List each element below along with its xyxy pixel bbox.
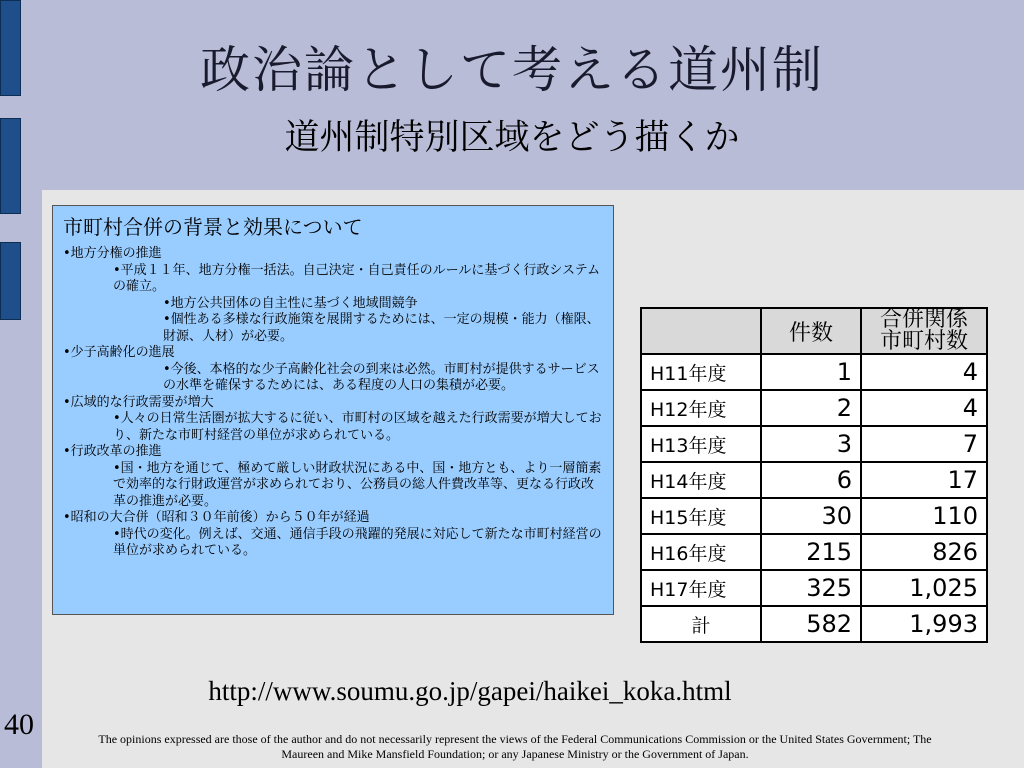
side-decoration-bar [0,242,21,320]
count-cell: 6 [761,462,861,498]
count-cell: 2 [761,390,861,426]
table-row [641,462,987,498]
slide-subtitle: 道州制特別区域をどう描くか [284,118,740,158]
slide-title: 政治論として考える道州制 [200,41,824,99]
notes-line: •広域的な行政需要が増大 [63,394,214,410]
year-cell: H11年度 [641,354,761,390]
municipalities-cell: 4 [861,390,987,426]
total-label-cell: 計 [641,606,761,642]
merger-stats-table [640,307,988,643]
year-cell: H17年度 [641,570,761,606]
notes-line: •国・地方を通じて、極めて厳しい財政状況にある中、国・地方とも、より一層簡素で効率的な行財政運営が求められており、公務員の総人件費改革等、更なる行政改革の推進が必要。 [113,460,602,509]
year-cell: H14年度 [641,462,761,498]
count-cell: 215 [761,534,861,570]
notes-line: •今後、本格的な少子高齢化社会の到来は必然。市町村が提供するサービスの水準を確保するためには、ある程度の人口の集積が必要。 [163,361,600,393]
notes-box [52,205,614,615]
count-cell: 325 [761,570,861,606]
table-row [641,426,987,462]
notes-line: •人々の日常生活圏が拡大するに従い、市町村の区域を越えた行政需要が増大しており、新たな市町村経営の単位が求められている。 [113,411,602,443]
notes-line: •少子高齢化の進展 [63,345,175,360]
notes-line: •個性ある多様な行政施策を展開するためには、一定の規模・能力（権限、財源、人材）が必要。 [163,312,600,344]
municipalities-cell: 4 [861,354,987,390]
year-cell: H13年度 [641,426,761,462]
table-row [641,534,987,570]
total-count-cell: 582 [761,606,861,642]
notes-line: •平成１１年、地方分権一括法。自己決定・自己責任のルールに基づく行政システムの確立。 [113,262,601,294]
municipalities-cell: 7 [861,426,987,462]
table-row [641,498,987,534]
header-municipalities: 合併関係市町村数 [861,308,987,354]
disclaimer-text: The opinions expressed are those of the author and do not necessarily represent the views of the Federal Communications Commission or the United States Government; The Maureen and Mike Mansfield Foundation; or any Japanese Ministry or the Government of Japan. [98,732,932,761]
page-number: 40 [4,708,34,741]
source-url: http://www.soumu.go.jp/gapei/haikei_koka.html [208,676,732,706]
municipalities-cell: 110 [861,498,987,534]
table-header-row [641,308,987,354]
notes-line: •昭和の大合併（昭和３０年前後）から５０年が経過 [63,510,370,525]
notes-line: •行政改革の推進 [63,444,162,459]
table-row [641,390,987,426]
header-count: 件数 [761,308,861,354]
year-cell: H12年度 [641,390,761,426]
header-blank-cell [641,308,761,354]
notes-line: •地方公共団体の自主性に基づく地域間競争 [163,295,418,311]
table-row [641,570,987,606]
municipalities-cell: 17 [861,462,987,498]
notes-line: •地方分権の推進 [63,246,162,261]
year-cell: H15年度 [641,498,761,534]
year-cell: H16年度 [641,534,761,570]
municipalities-cell: 826 [861,534,987,570]
table-row [641,354,987,390]
count-cell: 3 [761,426,861,462]
notes-heading: 市町村合併の背景と効果について [63,215,363,239]
count-cell: 30 [761,498,861,534]
total-municipalities-cell: 1,993 [861,606,987,642]
table-total-row [641,606,987,642]
municipalities-cell: 1,025 [861,570,987,606]
count-cell: 1 [761,354,861,390]
notes-line: •時代の変化。例えば、交通、通信手段の飛躍的発展に対応して新たな市町村経営の単位が求められている。 [113,526,602,558]
